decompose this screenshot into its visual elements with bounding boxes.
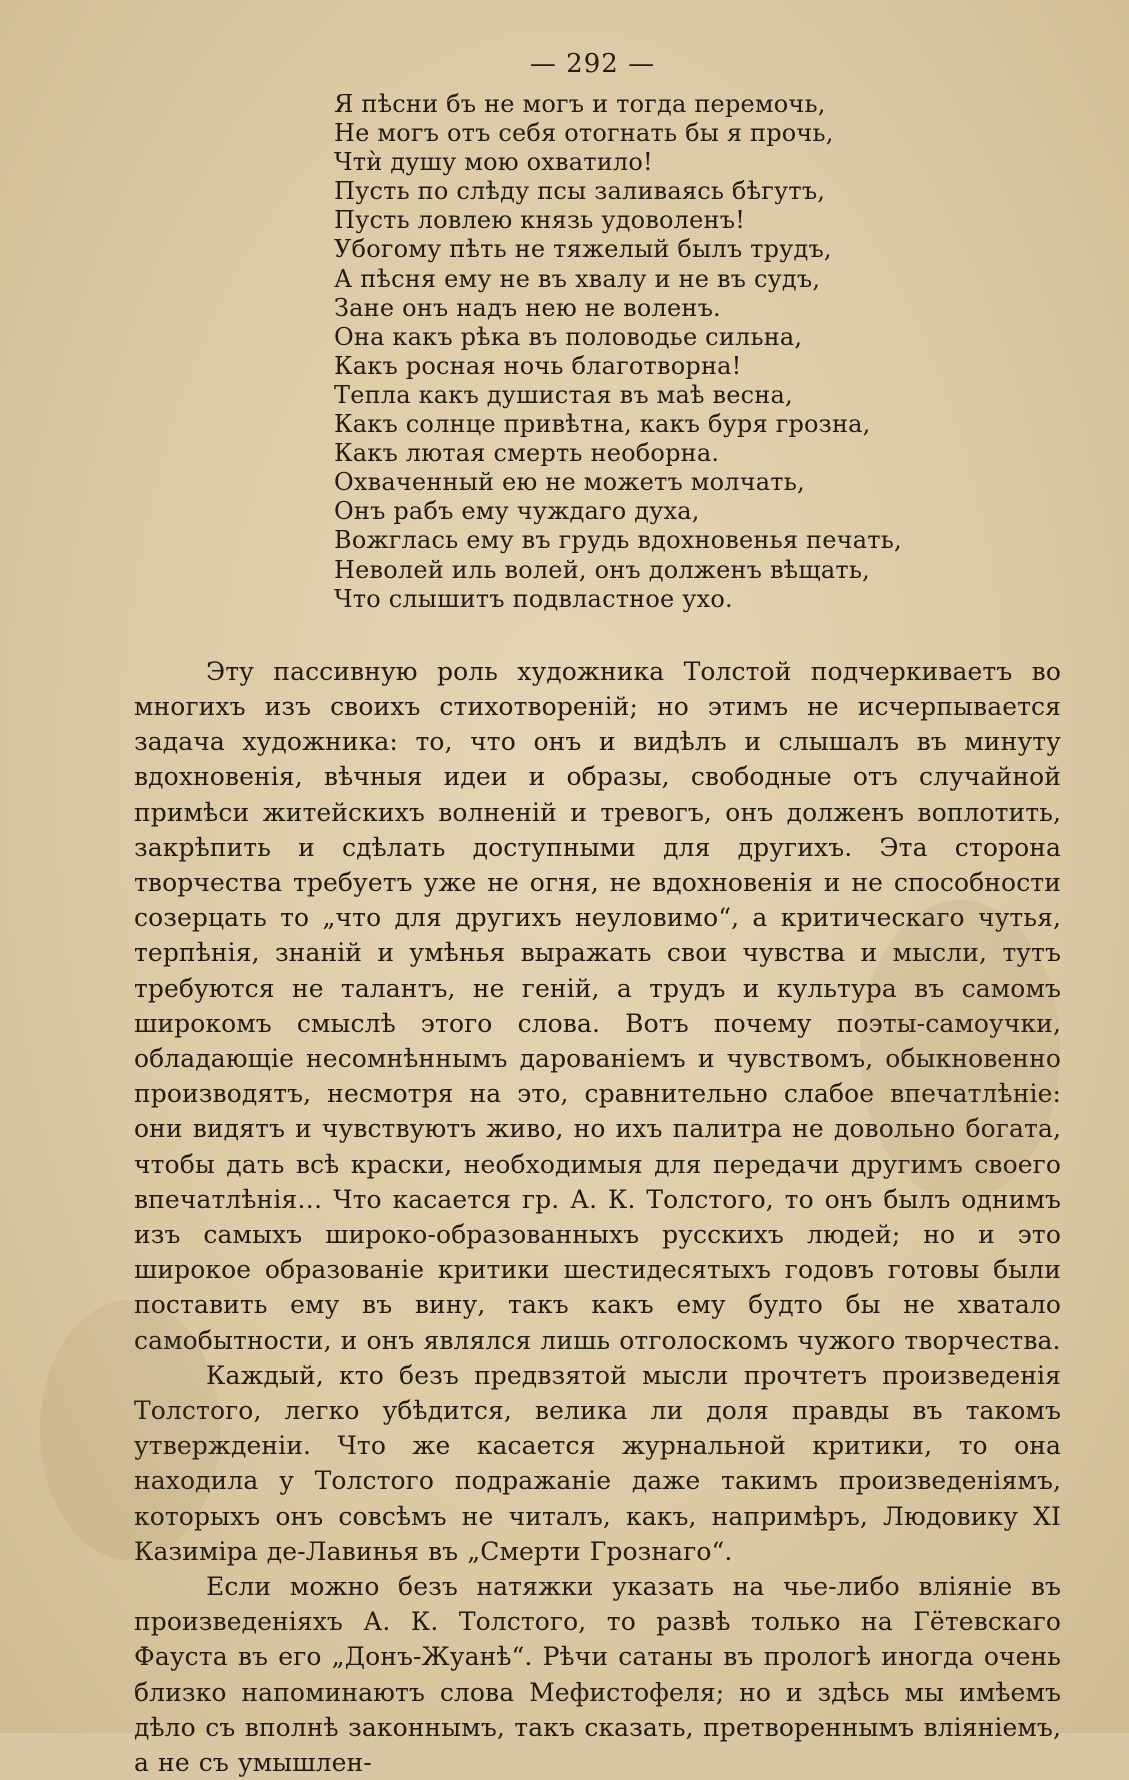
verse-line: А пѣсня ему не въ хвалу и не въ судъ, bbox=[334, 264, 821, 293]
verse-line: Что слышитъ подвластное ухо. bbox=[334, 584, 733, 613]
verse-line: Неволей иль волей, онъ долженъ вѣщать, bbox=[334, 555, 870, 584]
prose-body bbox=[134, 654, 1061, 1780]
verse-line: Она какъ рѣка въ половодье сильна, bbox=[334, 322, 803, 351]
verse-line: Зане онъ надъ нею не воленъ. bbox=[334, 293, 721, 322]
verse-line: Тепла какъ душистая въ маѣ весна, bbox=[334, 380, 793, 409]
verse-line: Какъ лютая смерть необорна. bbox=[334, 439, 720, 468]
page-number: — 292 — bbox=[529, 49, 656, 79]
paragraph: Если можно безъ натяжки указать на чье-либо вліяніе въ произведеніяхъ А. К. Толстого, то развѣ только на Гётевскаго Фауста въ его „Донъ-Жуанѣ“. Рѣчи сатаны въ прологѣ иногда очень близко напоминаютъ слова Мефистофеля; но и здѣсь мы имѣемъ дѣло съ вполнѣ законнымъ, такъ сказать, претвореннымъ вліяніемъ, а не съ умышлен- bbox=[134, 1571, 1061, 1777]
verse-line: Убогому пѣть не тяжелый былъ трудъ, bbox=[334, 235, 832, 264]
paragraph: Эту пассивную роль художника Толстой подчеркиваетъ во многихъ изъ своихъ стихотвореній; но этимъ не исчерпывается задача художника: то, что онъ и видѣлъ и слышалъ въ минуту вдохновенія, вѣчныя идеи и образы, свободные отъ случайной примѣси житейскихъ волненій и тревогъ, онъ долженъ воплотить, закрѣпить и сдѣлать доступными для другихъ. Эта сторона творчества требуетъ уже не огня, не вдохновенія и не способности созерцать то „что для другихъ неуловимо“, а критическаго чутья, терпѣнія, знаній и умѣнья выражать свои чувства и мысли, тутъ требуются не талантъ, не геній, а трудъ и культура въ самомъ широкомъ смыслѣ этого слова. Вотъ почему поэты-самоучки, обладающіе несомнѣннымъ дарованіемъ и чувствомъ, обыкновенно производятъ, несмотря на это, сравнительно слабое впечатлѣніе: они видятъ и чувствуютъ живо, но ихъ палитра не довольно богата, чтобы дать всѣ краски, необходимыя для передачи другимъ своего впечатлѣнія… Что касается гр. А. К. Толстого, то онъ былъ однимъ изъ самыхъ широко-образованныхъ русскихъ людей; но и это широкое образованіе критики шестидесятыхъ годовъ готовы были поставить ему въ вину, такъ какъ ему будто бы не хватало самобытности, и онъ являлся лишь отголоскомъ чужого творчества. bbox=[134, 656, 1061, 1355]
verse-line: Я пѣсни бъ не могъ и тогда перемочь, bbox=[334, 90, 826, 118]
paragraph: Каждый, кто безъ предвзятой мысли прочтетъ произведенія Толстого, легко убѣдится, велика ли доля правды въ такомъ утвержденіи. Что же касается журнальной критики, то она находила у Толстого подражаніе даже такимъ произведеніямъ, которыхъ онъ совсѣмъ не читалъ, какъ, напримѣръ, Людовику XI Казиміра де-Лавинья въ „Смерти Грознаго“. bbox=[134, 1360, 1061, 1566]
verse-line: Вожглась ему въ грудь вдохновенья печать, bbox=[334, 526, 902, 555]
verse-line: Пусть ловлею князь удоволенъ! bbox=[334, 206, 746, 235]
verse-line: Какъ росная ночь благотворна! bbox=[334, 351, 742, 380]
verse-block bbox=[334, 90, 1061, 614]
verse-line: Пусть по слѣду псы заливаясь бѣгутъ, bbox=[334, 177, 826, 206]
paper-stain bbox=[860, 900, 1060, 1200]
verse-line: Охваченный ею не можетъ молчать, bbox=[334, 468, 805, 497]
verse-line: Онъ рабъ ему чуждаго духа, bbox=[334, 497, 700, 526]
verse-line: Какъ солнце привѣтна, какъ буря грозна, bbox=[334, 410, 871, 439]
verse-line: Не могъ отъ себя отогнать бы я прочь, bbox=[334, 119, 834, 148]
verse-line: Чтѝ душу мою охватило! bbox=[334, 148, 653, 177]
paper-stain bbox=[40, 1300, 220, 1560]
